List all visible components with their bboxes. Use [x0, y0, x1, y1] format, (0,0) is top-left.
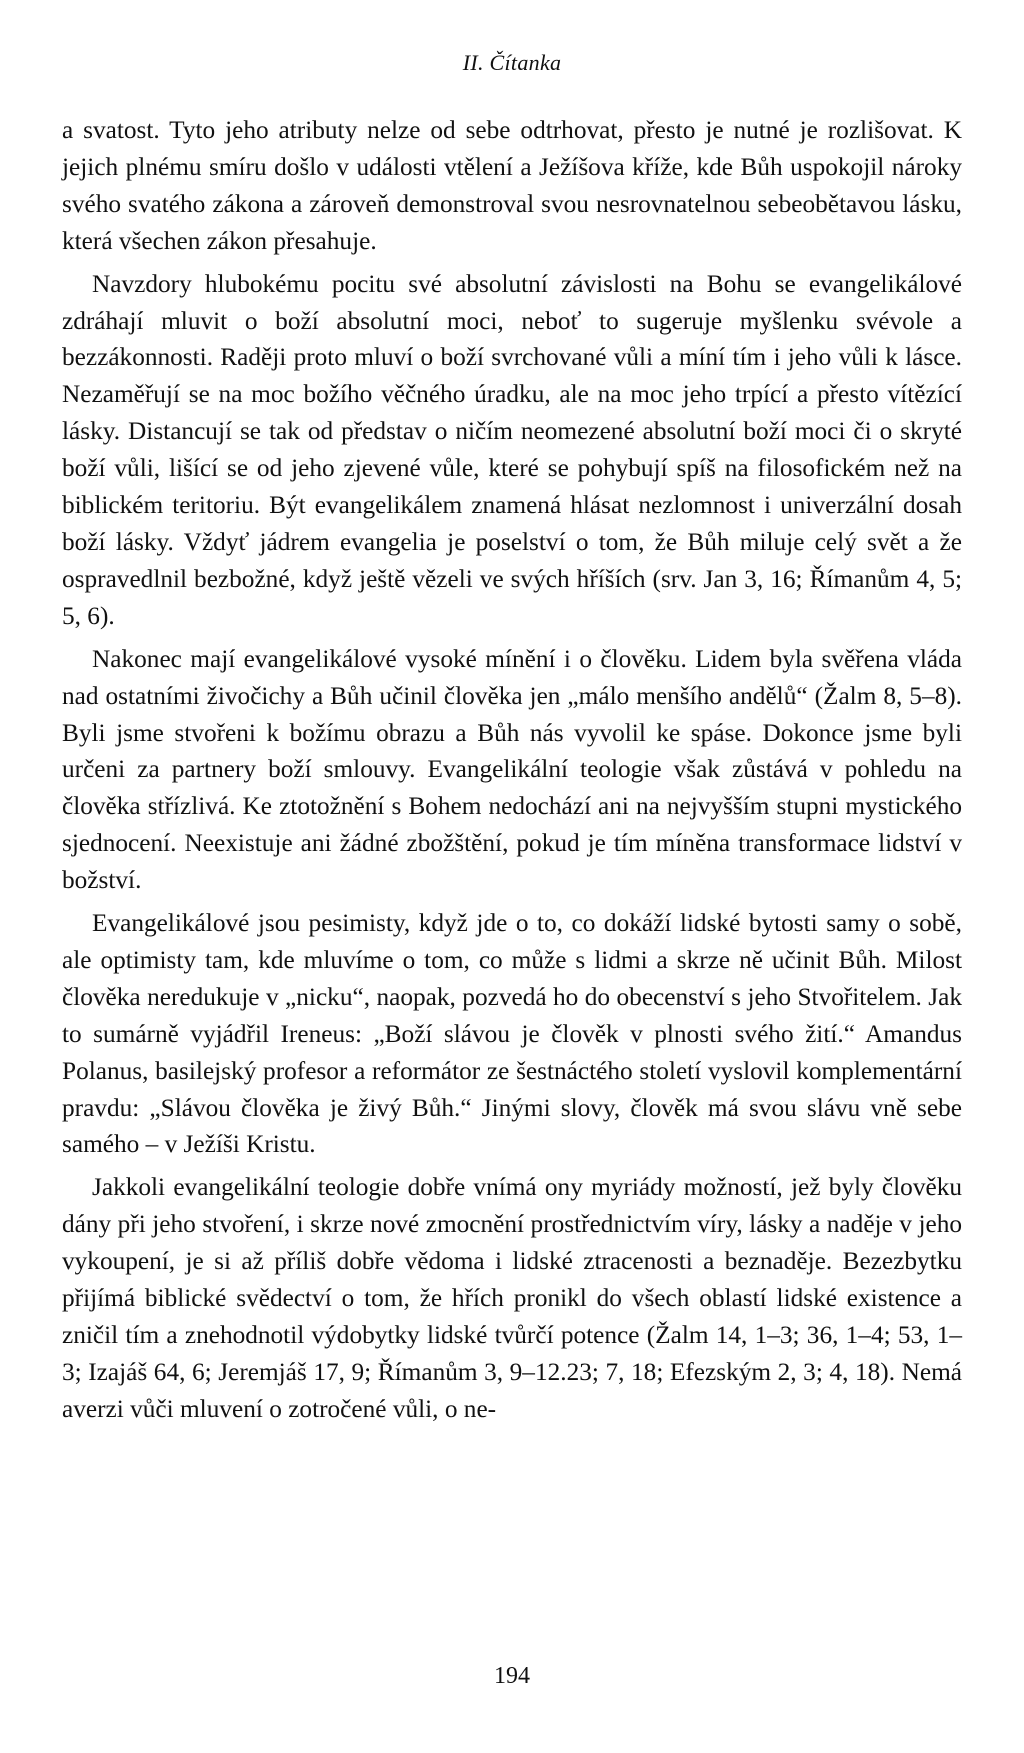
page-number: 194 [494, 1663, 530, 1689]
running-head: II. Čítanka [462, 50, 562, 75]
paragraph: Nakonec mají evangelikálové vysoké mínění i o člověku. Lidem byla svěřena vláda nad ostatními živočichy a Bůh učinil člověka jen „málo menšího andělů“ (Žalm 8, 5–8). Byli jsme stvořeni k božímu obrazu a Bůh nás vyvolil ke spáse. Dokonce jsme byli určeni za partnery boží smlouvy. Evangelikální teologie však zůstává v pohledu na člověka střízlivá. Ke ztotožnění s Bohem nedochází ani na nejvyšším stupni mystického sjednocení. Neexistuje ani žádné zbožštění, pokud je tím míněna transformace lidství v božství. [62, 644, 962, 895]
paragraph-continuation: a svatost. Tyto jeho atributy nelze od sebe odtrhovat, přesto je nutné je rozlišovat. K jejich plnému smíru došlo v události vtělení a Ježíšova kříže, kde Bůh uspokojil nároky svého svatého zákona a zároveň demonstroval svou nesrovnatelnou sebeobětavou lásku, která všechen zákon přesahuje. [62, 116, 962, 255]
paragraph: Navzdory hlubokému pocitu své absolutní závislosti na Bohu se evangelikálové zdráhají mluvit o boží absolutní moci, neboť to sugeruje myšlenku svévole a bezzákonnosti. Raději proto mluví o boží svrchované vůli a míní tím i jeho vůli k lásce. Nezaměřují se na moc božího věčného úradku, ale na moc jeho trpící a přesto vítězící lásky. Distancují se tak od představ o ničím neomezené absolutní boží moci či o skryté boží vůli, lišící se od jeho zjevené vůle, které se pohybují spíš na filosofickém než na biblickém teritoriu. Být evangelikálem znamená hlásat nezlomnost i univerzální dosah boží lásky. Vždyť jádrem evangelia je poselství o tom, že Bůh miluje celý svět a že ospravedlnil bezbožné, když ještě vězeli ve svých hříších (srv. Jan 3, 16; Římanům 4, 5; 5, 6). [62, 269, 962, 630]
paragraph: Evangelikálové jsou pesimisty, když jde o to, co dokáží lidské bytosti samy o sobě, ale optimisty tam, kde mluvíme o tom, co může s lidmi a skrze ně učinit Bůh. Milost člověka neredukuje v „nicku“, naopak, pozvedá ho do obecenství s jeho Stvořitelem. Jak to sumárně vyjádřil Ireneus: „Boží slávou je člověk v plnosti svého žití.“ Amandus Polanus, basilejský profesor a reformátor ze šestnáctého století vyslovil komplementární pravdu: „Slávou člověka je živý Bůh.“ Jinými slovy, člověk má svou slávu vně sebe samého – v Ježíši Kristu. [62, 909, 962, 1159]
body-text [62, 112, 962, 1428]
paragraph: Jakkoli evangelikální teologie dobře vnímá ony myriády možností, jež byly člověku dány při jeho stvoření, i skrze nové zmocnění prostřednictvím víry, lásky a naděje v jeho vykoupení, je si až příliš dobře vědoma i lidské ztracenosti a beznaděje. Bezezbytku přijímá biblické svědectví o tom, že hřích pronikl do všech oblastí lidské existence a zničil tím a znehodnotil výdobytky lidské tvůrčí potence (Žalm 14, 1–3; 36, 1–4; 53, 1–3; Izajáš 64, 6; Jeremjáš 17, 9; Římanům 3, 9–12.23; 7, 18; Efezským 2, 3; 4, 18). Nemá averzi vůči mluvení o zotročené vůli, o ne- [62, 1173, 962, 1423]
